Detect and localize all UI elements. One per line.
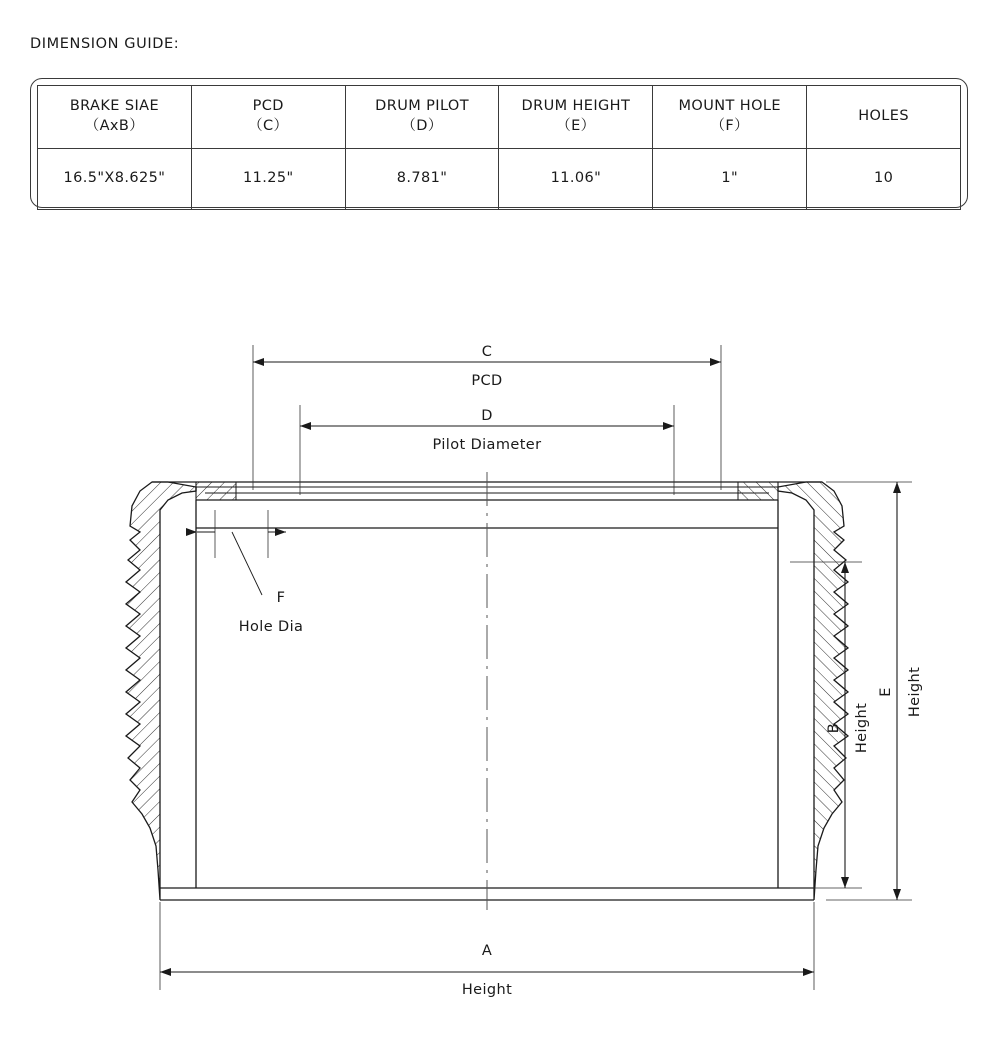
header-line2: （F） — [710, 118, 749, 134]
header-line1: PCD — [252, 98, 284, 115]
dim-b-label: Height — [854, 702, 870, 754]
dim-e-label: Height — [907, 666, 923, 718]
header-line2: （C） — [248, 118, 289, 134]
dim-d-letter: D — [481, 408, 493, 424]
cell-pcd: 11.25" — [191, 149, 345, 210]
cell-holes: 10 — [807, 149, 961, 210]
header-line1: MOUNT HOLE — [678, 98, 781, 115]
table-header-brake-size — [38, 86, 192, 149]
header-line1: DRUM HEIGHT — [521, 98, 631, 115]
table-header-drum-height — [499, 86, 653, 149]
table-header-drum-pilot — [345, 86, 499, 149]
cell-drum-pilot: 8.781" — [345, 149, 499, 210]
table-row — [38, 149, 961, 210]
cell-drum-height: 11.06" — [499, 149, 653, 210]
dim-d-label: Pilot Diameter — [432, 437, 542, 453]
header-line2: （D） — [401, 118, 443, 134]
header-line1: HOLES — [858, 108, 909, 125]
dimension-table — [37, 85, 961, 210]
dim-c-letter: C — [481, 344, 493, 360]
brake-drum-drawing — [0, 210, 998, 1057]
table-header-holes — [807, 86, 961, 149]
dim-c-label: PCD — [471, 373, 503, 389]
page-title: DIMENSION GUIDE: — [30, 36, 180, 52]
dim-f-label: Hole Dia — [238, 619, 304, 635]
table-header-mount-hole — [653, 86, 807, 149]
dimension-table-container — [30, 78, 968, 208]
table-header-row — [38, 86, 961, 149]
header-line1: DRUM PILOT — [375, 98, 469, 115]
header-line2: （AxB） — [84, 118, 145, 134]
dim-a-label: Height — [461, 982, 513, 998]
dim-b-letter: B — [826, 722, 842, 734]
header-line2: （E） — [556, 118, 596, 134]
dim-a-letter: A — [481, 943, 493, 959]
cell-mount-hole: 1" — [653, 149, 807, 210]
table-header-pcd — [191, 86, 345, 149]
header-line1: BRAKE SIAE — [69, 98, 160, 115]
dim-e-letter: E — [878, 687, 894, 697]
cell-brake-size: 16.5"X8.625" — [38, 149, 192, 210]
dim-f-letter: F — [276, 590, 286, 606]
